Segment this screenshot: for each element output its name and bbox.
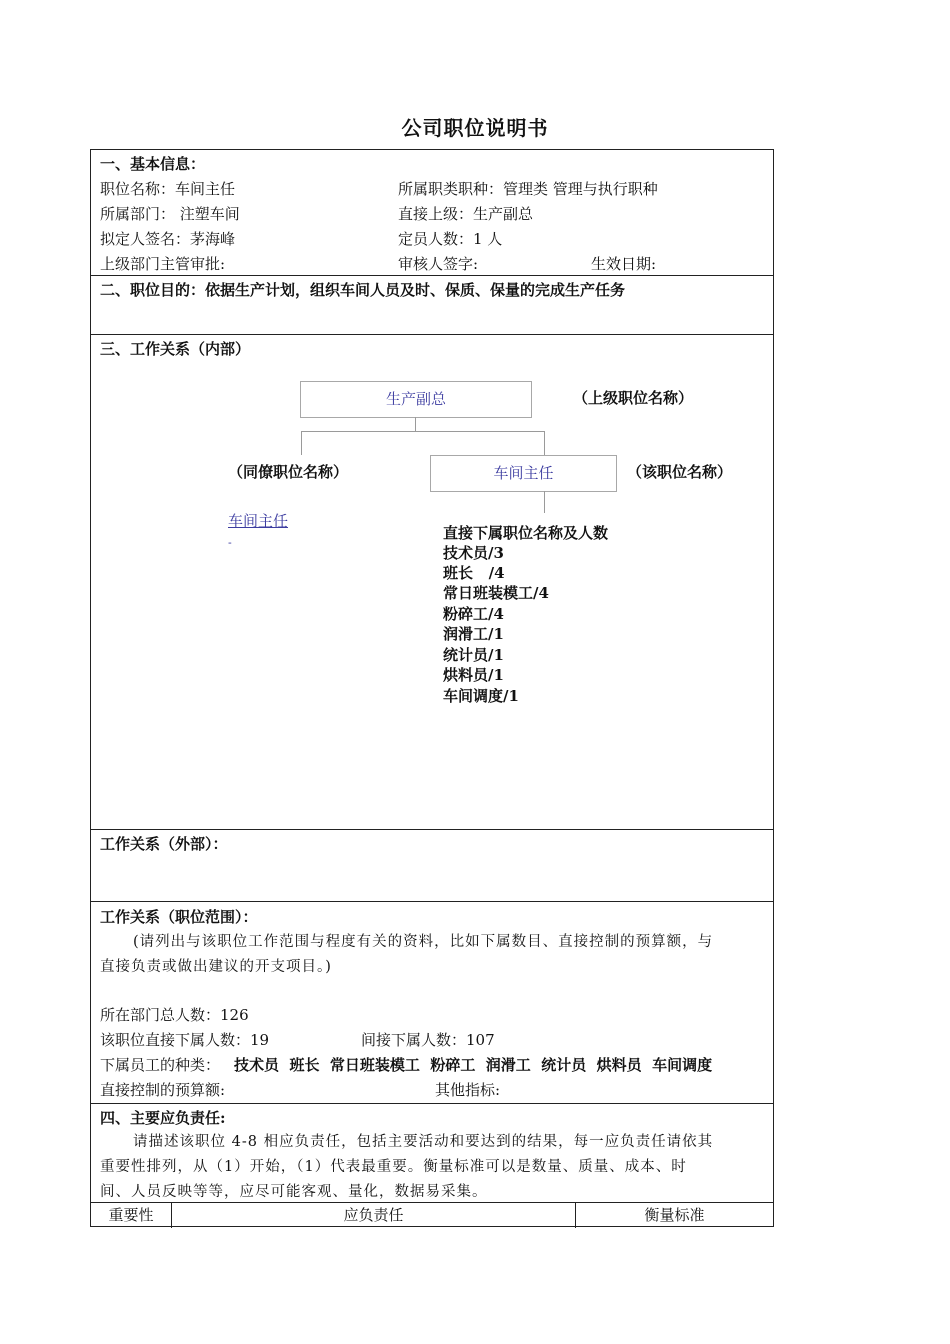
position-scope-section xyxy=(91,902,773,1104)
basic-info-heading: 一、基本信息： xyxy=(100,155,206,173)
staff-types-label: 下属员工的种类： xyxy=(100,1056,221,1074)
responsibilities-table-header xyxy=(91,1203,773,1227)
subordinates-title: 直接下属职位名称及人数 xyxy=(443,524,609,542)
reviewer-signature: 审核人签字: xyxy=(398,255,479,273)
internal-relations-section xyxy=(91,335,773,830)
headcount: 定员人数：1 人 xyxy=(398,230,503,248)
org-connector xyxy=(301,431,545,432)
staff-types: 技术员 班长 常日班装模工 粉碎工 润滑工 统计员 烘料员 车间调度 xyxy=(234,1056,713,1074)
superior-position-note: （上级职位名称） xyxy=(573,389,694,407)
column-responsibility: 应负责任 xyxy=(172,1203,576,1228)
position-purpose: 二、职位目的：依据生产计划，组织车间人员及时、保质、保量的完成生产任务 xyxy=(100,281,626,299)
subordinate-item: 技术员/3 xyxy=(443,544,504,562)
external-relations-section xyxy=(91,830,773,902)
peer-link-tail: - xyxy=(228,536,232,549)
direct-superior: 直接上级：生产副总 xyxy=(398,205,534,223)
this-position-box: 车间主任 xyxy=(430,455,617,492)
indirect-subordinate-count: 间接下属人数：107 xyxy=(361,1031,495,1049)
responsibilities-instruction: 重要性排列，从（1）开始，（1）代表最重要。衡量标准可以是数量、质量、成本、时 xyxy=(100,1159,687,1175)
responsibilities-instruction: 间、人员反映等等，应尽可能客观、量化，数据易采集。 xyxy=(100,1184,488,1200)
column-importance: 重要性 xyxy=(91,1203,172,1228)
subordinate-item: 烘料员/1 xyxy=(443,666,504,684)
basic-info-section xyxy=(91,150,773,276)
subordinate-item: 粉碎工/4 xyxy=(443,605,504,623)
column-measurement: 衡量标准 xyxy=(644,1206,705,1224)
document-title: 公司职位说明书 xyxy=(401,116,549,140)
subordinate-item: 常日班装模工/4 xyxy=(443,584,549,602)
scope-heading: 工作关系（职位范围）： xyxy=(100,908,258,926)
controlled-budget: 直接控制的预算额: xyxy=(100,1081,226,1099)
subordinate-item: 车间调度/1 xyxy=(443,687,519,705)
job-description-table xyxy=(90,149,774,1227)
drafter-signature: 拟定人签名：茅海峰 xyxy=(100,230,236,248)
org-connector xyxy=(544,491,545,513)
job-category: 所属职类职种：管理类 管理与执行职种 xyxy=(398,180,658,198)
external-relations-heading: 工作关系（外部）： xyxy=(100,835,228,853)
responsibilities-heading: 四、主要应负责任: xyxy=(100,1109,226,1127)
org-connector xyxy=(544,431,545,455)
peer-position-note: （同僚职位名称） xyxy=(228,463,349,481)
dept-approval: 上级部门主管审批: xyxy=(100,255,226,273)
this-position-note: （该职位名称） xyxy=(627,463,733,481)
responsibilities-instruction: 请描述该职位 4-8 相应负责任，包括主要活动和要达到的结果，每一应负责任请依其 xyxy=(133,1134,714,1150)
org-connector xyxy=(415,417,416,431)
peer-position-link[interactable]: 车间主任 xyxy=(228,512,289,530)
scope-instruction: (请列出与该职位工作范围与程度有关的资料，比如下属数目、直接控制的预算额，与 xyxy=(133,934,714,950)
position-name: 职位名称：车间主任 xyxy=(100,180,236,198)
dept-total-headcount: 所在部门总人数：126 xyxy=(100,1006,249,1024)
scope-instruction: 直接负责或做出建议的开支项目。) xyxy=(100,959,332,975)
subordinate-item: 班长 /4 xyxy=(443,564,505,582)
org-connector xyxy=(301,431,302,455)
subordinate-item: 统计员/1 xyxy=(443,646,504,664)
position-purpose-section xyxy=(91,276,773,335)
effective-date: 生效日期: xyxy=(591,255,657,273)
internal-relations-heading: 三、工作关系（内部） xyxy=(100,340,251,358)
other-indicators: 其他指标: xyxy=(435,1081,501,1099)
responsibilities-section xyxy=(91,1104,773,1203)
direct-subordinate-count: 该职位直接下属人数：19 xyxy=(100,1031,270,1049)
superior-position-box: 生产副总 xyxy=(300,381,532,418)
department: 所属部门： 注塑车间 xyxy=(100,205,240,223)
subordinate-item: 润滑工/1 xyxy=(443,625,504,643)
